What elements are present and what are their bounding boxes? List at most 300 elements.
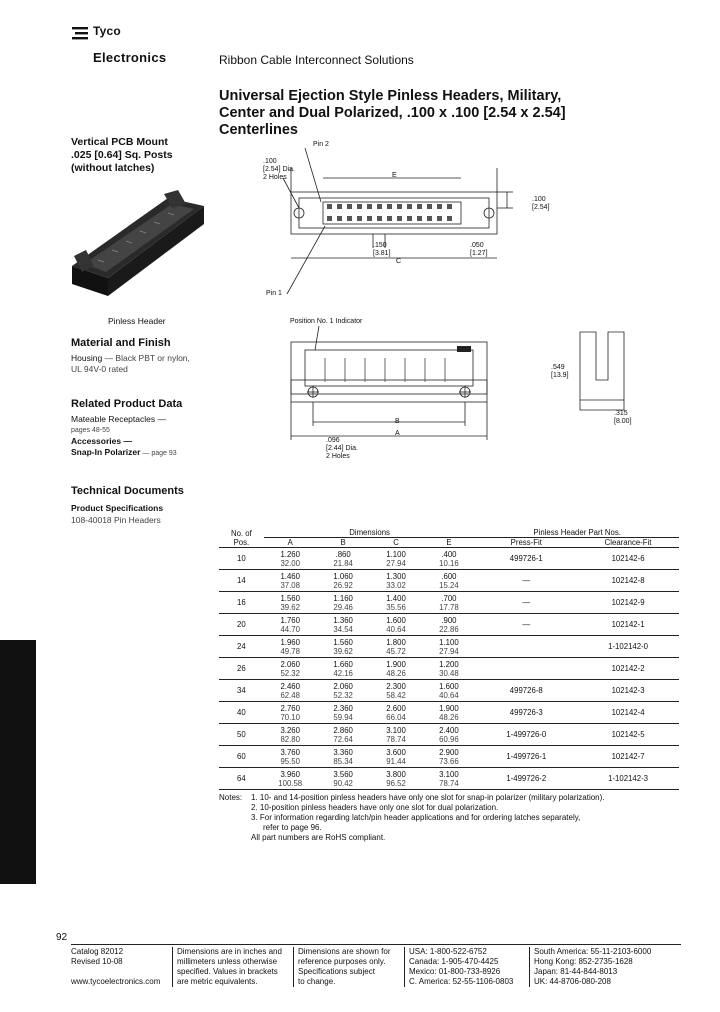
- cell-b: [317, 768, 370, 790]
- label-549: [551, 364, 569, 380]
- footer-camerica: C. America: 52-55-1106-0803: [409, 977, 514, 986]
- label-dim254: [2.54] Dia.: [263, 166, 295, 173]
- table-row: [219, 680, 679, 702]
- cell-e-in: .400: [441, 549, 457, 559]
- cell-press-fit-in: —: [522, 598, 531, 607]
- cell-clearance-fit: [577, 746, 679, 768]
- cell-a-mm: 32.00: [280, 558, 300, 568]
- cell-b: [317, 614, 370, 636]
- cell-e-mm: 48.26: [439, 712, 459, 722]
- cell-b-in: 2.060: [333, 681, 353, 691]
- cell-c-in: 1.300: [386, 571, 406, 581]
- cell-clearance-fit: [577, 592, 679, 614]
- related-block: [71, 414, 211, 459]
- note-2: 2. 10-position pinless headers have only one slot for dual polarization.: [251, 803, 499, 812]
- top-view-drawing: [255, 138, 545, 298]
- label-d549: .549: [551, 364, 565, 371]
- label-position-indicator: Position No. 1 Indicator: [290, 318, 363, 325]
- label-B: B: [395, 418, 400, 425]
- cell-b: [317, 702, 370, 724]
- label-d244: [2.44]: [326, 445, 344, 452]
- mateable-pages[interactable]: pages 48-55: [71, 427, 110, 434]
- cell-a-in: 2.060: [280, 659, 300, 669]
- cell-press-fit: [475, 570, 577, 592]
- snapin-page[interactable]: — page 93: [140, 450, 177, 457]
- cell-c: [370, 768, 423, 790]
- col-C: C: [370, 538, 423, 548]
- cell-press-fit-in: —: [522, 620, 531, 629]
- cell-clearance-fit: [577, 768, 679, 790]
- page-subtitle: Ribbon Cable Interconnect Solutions: [219, 53, 414, 67]
- mount-block: [71, 136, 211, 175]
- cell-press-fit: [475, 636, 577, 658]
- cell-b: [317, 636, 370, 658]
- cell-press-fit-in: —: [522, 576, 531, 585]
- cell-a-mm: 37.08: [280, 580, 300, 590]
- cell-press-fit: [475, 768, 577, 790]
- cell-pos: [219, 658, 264, 680]
- cell-b-mm: 29.46: [333, 602, 353, 612]
- table-row: [219, 746, 679, 768]
- label-d254: [2.54]: [532, 204, 550, 211]
- label-315: [614, 410, 632, 426]
- cell-press-fit: [475, 592, 577, 614]
- related-heading: Related Product Data: [71, 398, 183, 410]
- brand-electronics: Electronics: [93, 50, 167, 65]
- cell-press-fit: [475, 702, 577, 724]
- cell-a: [264, 768, 317, 790]
- cell-c-in: 1.400: [386, 593, 406, 603]
- label-d315: .315: [614, 410, 628, 417]
- footer-hongkong: Hong Kong: 852-2735-1628: [534, 957, 633, 966]
- table-row: [219, 614, 679, 636]
- cell-a-mm: 82.80: [280, 734, 300, 744]
- cell-press-fit-in: 499726-1: [509, 554, 543, 563]
- cell-e-in: 3.100: [439, 769, 459, 779]
- cell-e: [422, 658, 475, 680]
- cell-press-fit: [475, 658, 577, 680]
- cell-b-in: 3.360: [333, 747, 353, 757]
- cell-b-in: 1.060: [333, 571, 353, 581]
- footer-divider-4: [529, 947, 530, 987]
- footer-ref-4: to change.: [298, 977, 336, 986]
- cell-e-in: 2.900: [439, 747, 459, 757]
- spec-text[interactable]: 108-40018 Pin Headers: [71, 515, 161, 525]
- cell-a: [264, 570, 317, 592]
- cell-c-mm: 45.72: [386, 646, 406, 656]
- cell-c-in: 1.800: [386, 637, 406, 647]
- side-tab-svg: [0, 660, 36, 885]
- cell-b: [317, 724, 370, 746]
- cell-pos: [219, 680, 264, 702]
- label-d800: [8.00]: [614, 418, 632, 425]
- cell-b-mm: 21.84: [333, 558, 353, 568]
- side-tab-text: [0, 660, 36, 880]
- cell-b: [317, 746, 370, 768]
- tech-docs-block: [71, 502, 221, 526]
- cell-press-fit: [475, 548, 577, 570]
- label-d096: .096: [326, 437, 340, 444]
- cell-a-in: 2.760: [280, 703, 300, 713]
- cell-c: [370, 724, 423, 746]
- cell-e-mm: 27.94: [439, 646, 459, 656]
- notes-label: Notes:: [219, 793, 243, 802]
- footer-divider-1: [172, 947, 173, 987]
- cell-e: [422, 702, 475, 724]
- cell-e-in: 2.400: [439, 725, 459, 735]
- part-header: Pinless Header Part Nos.: [475, 528, 679, 538]
- footer-contacts-2: [534, 947, 684, 987]
- cell-a-in: 3.960: [280, 769, 300, 779]
- label-right-dim: [532, 196, 550, 212]
- cell-pos: [219, 570, 264, 592]
- cell-c: [370, 570, 423, 592]
- cell-c: [370, 746, 423, 768]
- cell-clearance-fit: [577, 636, 679, 658]
- cell-c: [370, 702, 423, 724]
- cell-a: [264, 658, 317, 680]
- cell-e-mm: 60.96: [439, 734, 459, 744]
- cell-c-mm: 40.64: [386, 624, 406, 634]
- label-C: C: [396, 258, 402, 265]
- cell-c-mm: 96.52: [386, 778, 406, 788]
- table-row: [219, 724, 679, 746]
- cell-b-in: .860: [335, 549, 351, 559]
- cell-pos-in: 20: [237, 620, 246, 629]
- label-hole-dia: [263, 158, 295, 182]
- cell-c-mm: 58.42: [386, 690, 406, 700]
- cell-c-mm: 66.04: [386, 712, 406, 722]
- label-150: [373, 242, 391, 258]
- cell-pos-in: 14: [237, 576, 246, 585]
- housing-desc: — Black PBT or nylon,: [102, 353, 190, 363]
- photo-caption: Pinless Header: [108, 316, 166, 326]
- cell-a: [264, 746, 317, 768]
- footer-ref-1: Dimensions are shown for: [298, 947, 391, 956]
- cell-pos: [219, 548, 264, 570]
- cell-clearance-fit-in: 102142-9: [611, 598, 645, 607]
- cell-c-in: 1.100: [386, 549, 406, 559]
- cell-clearance-fit: [577, 570, 679, 592]
- cell-c-mm: 48.26: [386, 668, 406, 678]
- note-4: All part numbers are RoHS compliant.: [251, 833, 386, 842]
- notes-block: [219, 793, 679, 843]
- footer-dims-4: are metric equivalents.: [177, 977, 258, 986]
- cell-b: [317, 548, 370, 570]
- cell-c-in: 2.300: [386, 681, 406, 691]
- page-title: Universal Ejection Style Pinless Headers, Military, Center and Dual Polarized, .100 x .100 [2.54 x 2.54] Centerlines: [219, 88, 566, 138]
- col-clearance-fit: Clearance-Fit: [577, 538, 679, 548]
- cell-a-in: 2.460: [280, 681, 300, 691]
- cell-e: [422, 724, 475, 746]
- tech-docs-heading: Technical Documents: [71, 485, 184, 497]
- cell-a: [264, 702, 317, 724]
- footer-ref-3: Specifications subject: [298, 967, 375, 976]
- cell-clearance-fit-in: 102142-4: [611, 708, 645, 717]
- col-positions: [219, 528, 264, 548]
- label-d127: [1.27]: [470, 250, 488, 257]
- cell-pos-in: 26: [237, 664, 246, 673]
- end-view-drawing: [578, 330, 628, 420]
- cell-b: [317, 658, 370, 680]
- cell-clearance-fit-in: 102142-6: [611, 554, 645, 563]
- cell-a-mm: 100.58: [278, 778, 303, 788]
- cell-pos: [219, 592, 264, 614]
- footer-ref-2: reference purposes only.: [298, 957, 386, 966]
- cell-e-mm: 78.74: [439, 778, 459, 788]
- spec-label: Product Specifications: [71, 503, 164, 513]
- label-holes: 2 Holes: [263, 174, 287, 181]
- col-E: E: [422, 538, 475, 548]
- cell-a-mm: 62.48: [280, 690, 300, 700]
- tyco-logo-icon: [72, 24, 90, 42]
- cell-b-in: 1.660: [333, 659, 353, 669]
- cell-a: [264, 548, 317, 570]
- housing-text: [71, 353, 211, 375]
- col-A: A: [264, 538, 317, 548]
- cell-a-in: 1.460: [280, 571, 300, 581]
- cell-a: [264, 724, 317, 746]
- footer-dims-1: Dimensions are in inches and: [177, 947, 282, 956]
- label-E: E: [392, 172, 397, 179]
- cell-e: [422, 548, 475, 570]
- cell-b-in: 1.560: [333, 637, 353, 647]
- cell-a-in: 1.960: [280, 637, 300, 647]
- cell-pos-in: 34: [237, 686, 246, 695]
- housing-desc-2: UL 94V-0 rated: [71, 364, 128, 374]
- cell-clearance-fit-in: 102142-3: [611, 686, 645, 695]
- footer-catalog: [71, 947, 191, 987]
- footer-divider-3: [404, 947, 405, 987]
- cell-e-in: .900: [441, 615, 457, 625]
- cell-b-mm: 72.64: [333, 734, 353, 744]
- cell-b-in: 2.360: [333, 703, 353, 713]
- cell-a-mm: 49.78: [280, 646, 300, 656]
- cell-press-fit-in: 1-499726-2: [506, 774, 547, 783]
- table-row: [219, 592, 679, 614]
- cell-c-in: 2.600: [386, 703, 406, 713]
- footer-web[interactable]: www.tycoelectronics.com: [71, 977, 161, 986]
- cell-b-mm: 34.54: [333, 624, 353, 634]
- cell-b-in: 3.560: [333, 769, 353, 779]
- col-pos-label: Pos.: [233, 537, 250, 547]
- cell-a-mm: 44.70: [280, 624, 300, 634]
- cell-e: [422, 768, 475, 790]
- cell-c: [370, 680, 423, 702]
- cell-press-fit-in: 499726-3: [509, 708, 543, 717]
- cell-clearance-fit-in: 102142-5: [611, 730, 645, 739]
- side-tab-line2: Universal Ejection Style Pinless Headers: [21, 667, 33, 880]
- cell-pos: [219, 636, 264, 658]
- cell-clearance-fit: [577, 702, 679, 724]
- cell-c: [370, 614, 423, 636]
- col-no-label: No. of: [230, 528, 252, 538]
- cell-c-mm: 33.02: [386, 580, 406, 590]
- label-A: A: [395, 430, 400, 437]
- front-view-drawing: [285, 322, 495, 452]
- cell-press-fit: [475, 746, 577, 768]
- cell-b-in: 1.160: [333, 593, 353, 603]
- note-3: 3. For information regarding latch/pin header applications and for ordering latches separately,: [251, 813, 581, 822]
- cell-pos-in: 60: [237, 752, 246, 761]
- cell-pos-in: 64: [237, 774, 246, 783]
- cell-press-fit-in: 1-499726-1: [506, 752, 547, 761]
- cell-e-in: 1.200: [439, 659, 459, 669]
- cell-clearance-fit-in: 1-102142-3: [608, 774, 649, 783]
- cell-c: [370, 548, 423, 570]
- mount-line-2: .025 [0.64] Sq. Posts: [71, 149, 173, 161]
- table-row: [219, 548, 679, 570]
- cell-press-fit-in: 1-499726-0: [506, 730, 547, 739]
- cell-a: [264, 614, 317, 636]
- parts-table: [219, 528, 679, 790]
- label-050: [470, 242, 488, 258]
- footer-samerica: South America: 55-11-2103-6000: [534, 947, 652, 956]
- cell-a-in: 1.260: [280, 549, 300, 559]
- mateable-label[interactable]: Mateable Receptacles: [71, 414, 156, 424]
- footer-contacts-1: [409, 947, 534, 987]
- cell-e-in: 1.100: [439, 637, 459, 647]
- dims-header: Dimensions: [264, 528, 476, 538]
- label-dia: Dia.: [345, 445, 358, 452]
- footer-japan: Japan: 81-44-844-8013: [534, 967, 618, 976]
- cell-pos-in: 10: [237, 554, 246, 563]
- label-pin2: Pin 2: [313, 141, 329, 148]
- label-holes-b: 2 Holes: [326, 453, 350, 460]
- accessories-label: Accessories —: [71, 436, 132, 446]
- cell-e-mm: 30.48: [439, 668, 459, 678]
- cell-c-mm: 78.74: [386, 734, 406, 744]
- cell-b-mm: 42.16: [333, 668, 353, 678]
- note-1: 1. 10- and 14-position pinless headers have only one slot for snap-in polarizer (military polarization).: [251, 793, 605, 802]
- cell-press-fit: [475, 724, 577, 746]
- cell-pos-in: 16: [237, 598, 246, 607]
- cell-pos-in: 24: [237, 642, 246, 651]
- footer-mexico: Mexico: 01-800-733-8926: [409, 967, 501, 976]
- cell-pos: [219, 724, 264, 746]
- footer-canada: Canada: 1-905-470-4425: [409, 957, 499, 966]
- cell-a-in: 3.760: [280, 747, 300, 757]
- cell-a-in: 3.260: [280, 725, 300, 735]
- cell-b-mm: 90.42: [333, 778, 353, 788]
- snapin-label[interactable]: Snap-In Polarizer: [71, 447, 141, 457]
- cell-a-mm: 39.62: [280, 602, 300, 612]
- mateable-dash: —: [155, 414, 166, 424]
- cell-c-in: 1.900: [386, 659, 406, 669]
- table-row: [219, 636, 679, 658]
- cell-b-mm: 59.94: [333, 712, 353, 722]
- cell-clearance-fit-in: 102142-7: [611, 752, 645, 761]
- cell-a-mm: 70.10: [280, 712, 300, 722]
- cell-a: [264, 680, 317, 702]
- cell-a-mm: 52.32: [280, 668, 300, 678]
- cell-pos-in: 40: [237, 708, 246, 717]
- footer-dims-2: millimeters unless otherwise: [177, 957, 278, 966]
- cell-e: [422, 636, 475, 658]
- label-d381: [3.81]: [373, 250, 391, 257]
- footer-dims: [177, 947, 297, 987]
- cell-c-in: 1.600: [386, 615, 406, 625]
- cell-c: [370, 636, 423, 658]
- cell-pos: [219, 702, 264, 724]
- label-dim100: .100: [263, 158, 277, 165]
- cell-c: [370, 592, 423, 614]
- cell-clearance-fit-in: 102142-8: [611, 576, 645, 585]
- cell-a: [264, 636, 317, 658]
- cell-b: [317, 592, 370, 614]
- footer-catalog-no: Catalog 82012: [71, 947, 124, 956]
- cell-e-mm: 22.86: [439, 624, 459, 634]
- cell-a-in: 1.560: [280, 593, 300, 603]
- cell-clearance-fit-in: 102142-2: [611, 664, 645, 673]
- footer-rule: [71, 944, 681, 945]
- col-B: B: [317, 538, 370, 548]
- footer-revised: Revised 10-08: [71, 957, 123, 966]
- label-d150: .150: [373, 242, 387, 249]
- note-3b: refer to page 96.: [263, 823, 322, 832]
- cell-clearance-fit: [577, 614, 679, 636]
- footer-ref: [298, 947, 408, 987]
- cell-c-in: 3.600: [386, 747, 406, 757]
- cell-e-in: 1.900: [439, 703, 459, 713]
- cell-e-mm: 15.24: [439, 580, 459, 590]
- cell-b-mm: 26.92: [333, 580, 353, 590]
- cell-a: [264, 592, 317, 614]
- table-row: [219, 658, 679, 680]
- cell-b: [317, 680, 370, 702]
- cell-clearance-fit: [577, 548, 679, 570]
- cell-c-mm: 91.44: [386, 756, 406, 766]
- cell-a-mm: 95.50: [280, 756, 300, 766]
- cell-b-in: 2.860: [333, 725, 353, 735]
- brand-tyco: Tyco: [93, 24, 121, 38]
- cell-e-mm: 40.64: [439, 690, 459, 700]
- material-heading: Material and Finish: [71, 337, 171, 349]
- label-d100: .100: [532, 196, 546, 203]
- cell-c-mm: 35.56: [386, 602, 406, 612]
- cell-e: [422, 614, 475, 636]
- page-number: 92: [56, 932, 68, 943]
- cell-a-in: 1.760: [280, 615, 300, 625]
- cell-e-mm: 73.66: [439, 756, 459, 766]
- cell-e-mm: 10.16: [439, 558, 459, 568]
- cell-c-in: 3.800: [386, 769, 406, 779]
- cell-e: [422, 592, 475, 614]
- cell-e: [422, 570, 475, 592]
- cell-c: [370, 658, 423, 680]
- table-row: [219, 702, 679, 724]
- cell-press-fit-in: 499726-8: [509, 686, 543, 695]
- housing-label: Housing: [71, 353, 103, 363]
- cell-e-in: .700: [441, 593, 457, 603]
- label-d139: [13.9]: [551, 372, 569, 379]
- footer-dims-3: specified. Values in brackets: [177, 967, 278, 976]
- cell-pos: [219, 614, 264, 636]
- table-row: [219, 768, 679, 790]
- label-096: [326, 437, 358, 461]
- table-body: [219, 548, 679, 790]
- mount-line-1: Vertical PCB Mount: [71, 136, 168, 148]
- cell-b: [317, 570, 370, 592]
- cell-press-fit: [475, 680, 577, 702]
- cell-press-fit: [475, 614, 577, 636]
- footer-usa: USA: 1-800-522-6752: [409, 947, 487, 956]
- cell-clearance-fit: [577, 680, 679, 702]
- cell-e-mm: 17.78: [439, 602, 459, 612]
- cell-pos: [219, 746, 264, 768]
- mount-line-3: (without latches): [71, 162, 155, 174]
- cell-pos-in: 50: [237, 730, 246, 739]
